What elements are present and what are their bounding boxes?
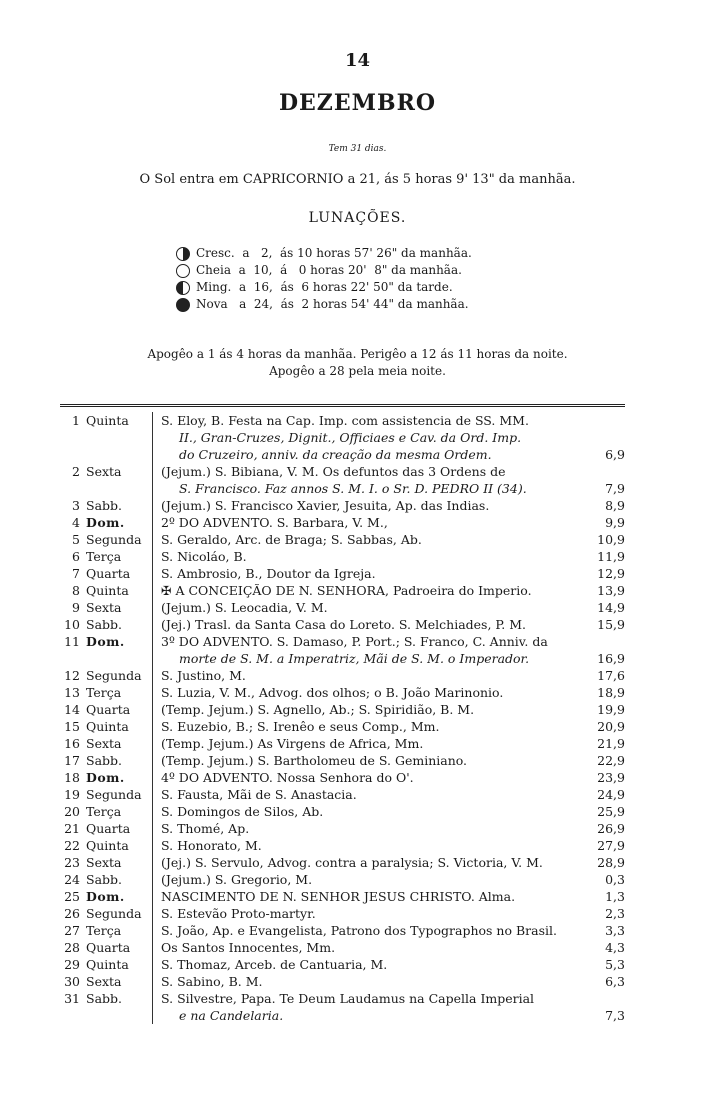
event-text: S. Silvestre, Papa. Te Deum Laudamus na Capella Imperial bbox=[161, 991, 535, 1006]
moon-phase-row bbox=[176, 245, 472, 262]
day-number: 10 bbox=[64, 617, 80, 632]
weekday: Sabb. bbox=[86, 871, 153, 888]
event-cell bbox=[153, 752, 585, 769]
weekday: Segunda bbox=[86, 905, 153, 922]
calendar-row bbox=[60, 497, 625, 514]
event-cell bbox=[153, 803, 585, 820]
day-number: 30 bbox=[64, 974, 80, 989]
event-text: S. Luzia, V. M., Advog. dos olhos; o B. João Marinonio. bbox=[161, 685, 504, 700]
moon-age: 18,9 bbox=[597, 685, 625, 700]
moon-age: 9,9 bbox=[605, 515, 625, 530]
calendar-row bbox=[60, 803, 625, 820]
event-text: S. João, Ap. e Evangelista, Patrono dos Typographos no Brasil. bbox=[161, 923, 557, 938]
weekday: Quarta bbox=[86, 939, 153, 956]
weekday: Quarta bbox=[86, 565, 153, 582]
event-cell bbox=[153, 497, 585, 514]
event-text: NASCIMENTO DE N. SENHOR JESUS CHRISTO. Alma. bbox=[161, 889, 516, 904]
day-number: 18 bbox=[64, 770, 80, 785]
calendar-row bbox=[60, 582, 625, 599]
event-text: (Temp. Jejum.) S. Bartholomeu de S. Geminiano. bbox=[161, 753, 468, 768]
apsides-note bbox=[60, 346, 655, 380]
moon-age: 2,3 bbox=[605, 906, 625, 921]
event-cell bbox=[153, 990, 585, 1024]
day-number: 23 bbox=[64, 855, 80, 870]
weekday: Segunda bbox=[86, 667, 153, 684]
calendar-row bbox=[60, 854, 625, 871]
moon-age: 27,9 bbox=[597, 838, 625, 853]
event-text: S. Ambrosio, B., Doutor da Igreja. bbox=[161, 566, 376, 581]
calendar-row bbox=[60, 820, 625, 837]
event-text: S. Thomé, Ap. bbox=[161, 821, 250, 836]
event-cell bbox=[153, 956, 585, 973]
weekday: Quinta bbox=[86, 718, 153, 735]
moon-age: 11,9 bbox=[597, 549, 625, 564]
event-cell bbox=[153, 633, 585, 667]
event-continuation: II., Gran-Cruzes, Dignit., Officiaes e Cav. da Ord. Imp. bbox=[179, 430, 522, 445]
event-cell bbox=[153, 565, 585, 582]
event-text: 3º DO ADVENTO. S. Damaso, P. Port.; S. Franco, C. Anniv. da bbox=[161, 634, 548, 649]
calendar-row bbox=[60, 514, 625, 531]
day-number: 12 bbox=[64, 668, 80, 683]
event-cell bbox=[153, 973, 585, 990]
moon-age: 23,9 bbox=[597, 770, 625, 785]
calendar-row bbox=[60, 531, 625, 548]
day-number: 7 bbox=[72, 566, 80, 581]
moon-age: 4,3 bbox=[605, 940, 625, 955]
event-text: (Jej.) S. Servulo, Advog. contra a paralysia; S. Victoria, V. M. bbox=[161, 855, 543, 870]
calendar-row bbox=[60, 735, 625, 752]
weekday: Sexta bbox=[86, 973, 153, 990]
weekday: Terça bbox=[86, 548, 153, 565]
weekday: Quarta bbox=[86, 701, 153, 718]
moon-age: 1,3 bbox=[605, 889, 625, 904]
day-number: 29 bbox=[64, 957, 80, 972]
event-text: S. Fausta, Mãi de S. Anastacia. bbox=[161, 787, 357, 802]
moon-age: 6,3 bbox=[605, 974, 625, 989]
weekday: Quinta bbox=[86, 412, 153, 463]
event-cell bbox=[153, 820, 585, 837]
moon-phase-row bbox=[176, 296, 472, 313]
calendar-row bbox=[60, 973, 625, 990]
moon-age: 13,9 bbox=[597, 583, 625, 598]
event-cell bbox=[153, 514, 585, 531]
weekday: Sabb. bbox=[86, 497, 153, 514]
event-text: (Jej.) Trasl. da Santa Casa do Loreto. S. Melchiades, P. M. bbox=[161, 617, 527, 632]
moon-phase-text: Ming. a 16, ás 6 horas 22' 50" da tarde. bbox=[196, 280, 453, 294]
day-number: 17 bbox=[64, 753, 80, 768]
event-text: ✠ A CONCEIÇÃO DE N. SENHORA, Padroeira do Imperio. bbox=[161, 583, 532, 598]
moon-age: 21,9 bbox=[597, 736, 625, 751]
weekday: Sexta bbox=[86, 463, 153, 497]
event-continuation: S. Francisco. Faz annos S. M. I. o Sr. D. PEDRO II (34). bbox=[179, 481, 527, 496]
weekday: Segunda bbox=[86, 786, 153, 803]
sun-entry-line: O Sol entra em CAPRICORNIO a 21, ás 5 horas 9' 13" da manhãa. bbox=[139, 172, 576, 187]
moon-age: 19,9 bbox=[597, 702, 625, 717]
weekday: Sexta bbox=[86, 854, 153, 871]
moon-age: 14,9 bbox=[597, 600, 625, 615]
day-number: 8 bbox=[72, 583, 80, 598]
waning-moon-icon bbox=[176, 281, 190, 295]
weekday: Sabb. bbox=[86, 752, 153, 769]
event-cell bbox=[153, 769, 585, 786]
event-continuation: e na Candelaria. bbox=[179, 1008, 284, 1023]
day-number: 28 bbox=[64, 940, 80, 955]
day-number: 6 bbox=[72, 549, 80, 564]
event-continuation: do Cruzeiro, anniv. da creação da mesma Ordem. bbox=[179, 447, 492, 462]
day-number: 1 bbox=[72, 413, 80, 428]
weekday: Sabb. bbox=[86, 990, 153, 1024]
event-text: (Temp. Jejum.) As Virgens de Africa, Mm. bbox=[161, 736, 424, 751]
event-cell bbox=[153, 548, 585, 565]
calendar-row bbox=[60, 667, 625, 684]
event-cell bbox=[153, 582, 585, 599]
moon-age: 7,9 bbox=[605, 481, 625, 496]
calendar-row bbox=[60, 701, 625, 718]
weekday: Sexta bbox=[86, 735, 153, 752]
calendar-row bbox=[60, 905, 625, 922]
event-cell bbox=[153, 905, 585, 922]
event-cell bbox=[153, 837, 585, 854]
days-note: Tem 31 dias. bbox=[328, 144, 387, 154]
event-cell bbox=[153, 922, 585, 939]
month-title: DEZEMBRO bbox=[278, 90, 437, 116]
day-number: 24 bbox=[64, 872, 80, 887]
moon-age: 5,3 bbox=[605, 957, 625, 972]
calendar-row bbox=[60, 939, 625, 956]
moon-age: 25,9 bbox=[597, 804, 625, 819]
event-text: S. Estevão Proto-martyr. bbox=[161, 906, 316, 921]
event-cell bbox=[153, 463, 585, 497]
calendar-row bbox=[60, 616, 625, 633]
calendar-row bbox=[60, 786, 625, 803]
event-text: S. Honorato, M. bbox=[161, 838, 262, 853]
moon-age: 17,6 bbox=[597, 668, 625, 683]
moon-age: 0,3 bbox=[605, 872, 625, 887]
calendar-row bbox=[60, 718, 625, 735]
calendar-row bbox=[60, 922, 625, 939]
apsides-line: Apogêo a 1 ás 4 horas da manhãa. Perigêo a 12 ás 11 horas da noite. bbox=[147, 347, 568, 361]
weekday: Quinta bbox=[86, 837, 153, 854]
day-number: 21 bbox=[64, 821, 80, 836]
calendar-row bbox=[60, 769, 625, 786]
moon-age: 28,9 bbox=[597, 855, 625, 870]
new-moon-icon bbox=[176, 298, 190, 312]
weekday: Quinta bbox=[86, 956, 153, 973]
day-number: 19 bbox=[64, 787, 80, 802]
event-cell bbox=[153, 684, 585, 701]
moon-age: 12,9 bbox=[597, 566, 625, 581]
event-cell bbox=[153, 412, 585, 463]
day-number: 3 bbox=[72, 498, 80, 513]
event-text: (Jejum.) S. Gregorio, M. bbox=[161, 872, 313, 887]
moon-age: 16,9 bbox=[597, 651, 625, 666]
day-number: 9 bbox=[72, 600, 80, 615]
weekday: Terça bbox=[86, 922, 153, 939]
calendar-table bbox=[60, 412, 625, 1024]
day-number: 13 bbox=[64, 685, 80, 700]
event-cell bbox=[153, 786, 585, 803]
event-cell bbox=[153, 854, 585, 871]
moon-phase-text: Nova a 24, ás 2 horas 54' 44" da manhãa. bbox=[196, 297, 469, 311]
moon-age: 24,9 bbox=[597, 787, 625, 802]
day-number: 22 bbox=[64, 838, 80, 853]
event-text: (Jejum.) S. Francisco Xavier, Jesuita, Ap. das Indias. bbox=[161, 498, 490, 513]
event-continuation: morte de S. M. a Imperatriz, Mãi de S. M. o Imperador. bbox=[179, 651, 530, 666]
calendar-row bbox=[60, 599, 625, 616]
calendar-row bbox=[60, 463, 625, 497]
apsides-line: Apogêo a 28 pela meia noite. bbox=[269, 364, 446, 378]
event-cell bbox=[153, 701, 585, 718]
day-number: 5 bbox=[72, 532, 80, 547]
event-text: S. Thomaz, Arceb. de Cantuaria, M. bbox=[161, 957, 388, 972]
calendar-row bbox=[60, 633, 625, 667]
event-cell bbox=[153, 939, 585, 956]
page-number: 14 bbox=[344, 50, 371, 71]
event-text: (Jejum.) S. Bibiana, V. M. Os defuntos das 3 Ordens de bbox=[161, 464, 506, 479]
event-cell bbox=[153, 599, 585, 616]
moon-age: 8,9 bbox=[605, 498, 625, 513]
moon-phase-text: Cheia a 10, á 0 horas 20' 8" da manhãa. bbox=[196, 263, 462, 277]
moon-age: 22,9 bbox=[597, 753, 625, 768]
moon-age: 15,9 bbox=[597, 617, 625, 632]
weekday: Terça bbox=[86, 803, 153, 820]
event-text: 2º DO ADVENTO. S. Barbara, V. M., bbox=[161, 515, 388, 530]
moon-phase-row bbox=[176, 262, 472, 279]
moon-age: 3,3 bbox=[605, 923, 625, 938]
calendar-row bbox=[60, 888, 625, 905]
calendar-row bbox=[60, 956, 625, 973]
calendar-row bbox=[60, 565, 625, 582]
event-cell bbox=[153, 888, 585, 905]
calendar-row bbox=[60, 412, 625, 463]
calendar-row bbox=[60, 871, 625, 888]
day-number: 4 bbox=[72, 515, 80, 530]
weekday: Terça bbox=[86, 684, 153, 701]
weekday: Dom. bbox=[86, 514, 153, 531]
event-text: S. Sabino, B. M. bbox=[161, 974, 263, 989]
moon-phase-text: Cresc. a 2, ás 10 horas 57' 26" da manhãa. bbox=[196, 246, 472, 260]
event-cell bbox=[153, 735, 585, 752]
event-cell bbox=[153, 667, 585, 684]
weekday: Dom. bbox=[86, 633, 153, 667]
day-number: 14 bbox=[64, 702, 80, 717]
weekday: Sabb. bbox=[86, 616, 153, 633]
weekday: Quinta bbox=[86, 582, 153, 599]
event-text: (Temp. Jejum.) S. Agnello, Ab.; S. Spiridião, B. M. bbox=[161, 702, 475, 717]
day-number: 11 bbox=[64, 634, 80, 649]
crescent-moon-icon bbox=[176, 247, 190, 261]
day-number: 26 bbox=[64, 906, 80, 921]
event-text: (Jejum.) S. Leocadia, V. M. bbox=[161, 600, 328, 615]
event-cell bbox=[153, 531, 585, 548]
day-number: 31 bbox=[64, 991, 80, 1006]
event-text: S. Eloy, B. Festa na Cap. Imp. com assistencia de SS. MM. bbox=[161, 413, 529, 428]
moon-age: 7,3 bbox=[605, 1008, 625, 1023]
event-cell bbox=[153, 616, 585, 633]
weekday: Dom. bbox=[86, 888, 153, 905]
calendar-row bbox=[60, 684, 625, 701]
moon-age: 20,9 bbox=[597, 719, 625, 734]
day-number: 2 bbox=[72, 464, 80, 479]
moon-phase-row bbox=[176, 279, 472, 296]
calendar-row bbox=[60, 548, 625, 565]
weekday: Dom. bbox=[86, 769, 153, 786]
event-text: S. Justino, M. bbox=[161, 668, 246, 683]
weekday: Sexta bbox=[86, 599, 153, 616]
divider bbox=[60, 404, 625, 407]
day-number: 20 bbox=[64, 804, 80, 819]
calendar-row bbox=[60, 837, 625, 854]
moon-age: 10,9 bbox=[597, 532, 625, 547]
event-text: S. Euzebio, B.; S. Irenêo e seus Comp., Mm. bbox=[161, 719, 440, 734]
calendar-row bbox=[60, 752, 625, 769]
weekday: Quarta bbox=[86, 820, 153, 837]
day-number: 15 bbox=[64, 719, 80, 734]
lunations-heading: LUNAÇÕES. bbox=[308, 210, 407, 226]
event-text: S. Geraldo, Arc. de Braga; S. Sabbas, Ab. bbox=[161, 532, 422, 547]
event-cell bbox=[153, 871, 585, 888]
calendar-row bbox=[60, 990, 625, 1024]
weekday: Segunda bbox=[86, 531, 153, 548]
event-text: S. Nicoláo, B. bbox=[161, 549, 247, 564]
full-moon-icon bbox=[176, 264, 190, 278]
moon-age: 26,9 bbox=[597, 821, 625, 836]
day-number: 25 bbox=[64, 889, 80, 904]
event-text: S. Domingos de Silos, Ab. bbox=[161, 804, 324, 819]
moon-age: 6,9 bbox=[605, 447, 625, 462]
moon-phases-list bbox=[176, 245, 472, 313]
event-text: 4º DO ADVENTO. Nossa Senhora do O'. bbox=[161, 770, 414, 785]
event-cell bbox=[153, 718, 585, 735]
event-text: Os Santos Innocentes, Mm. bbox=[161, 940, 336, 955]
day-number: 27 bbox=[64, 923, 80, 938]
day-number: 16 bbox=[64, 736, 80, 751]
